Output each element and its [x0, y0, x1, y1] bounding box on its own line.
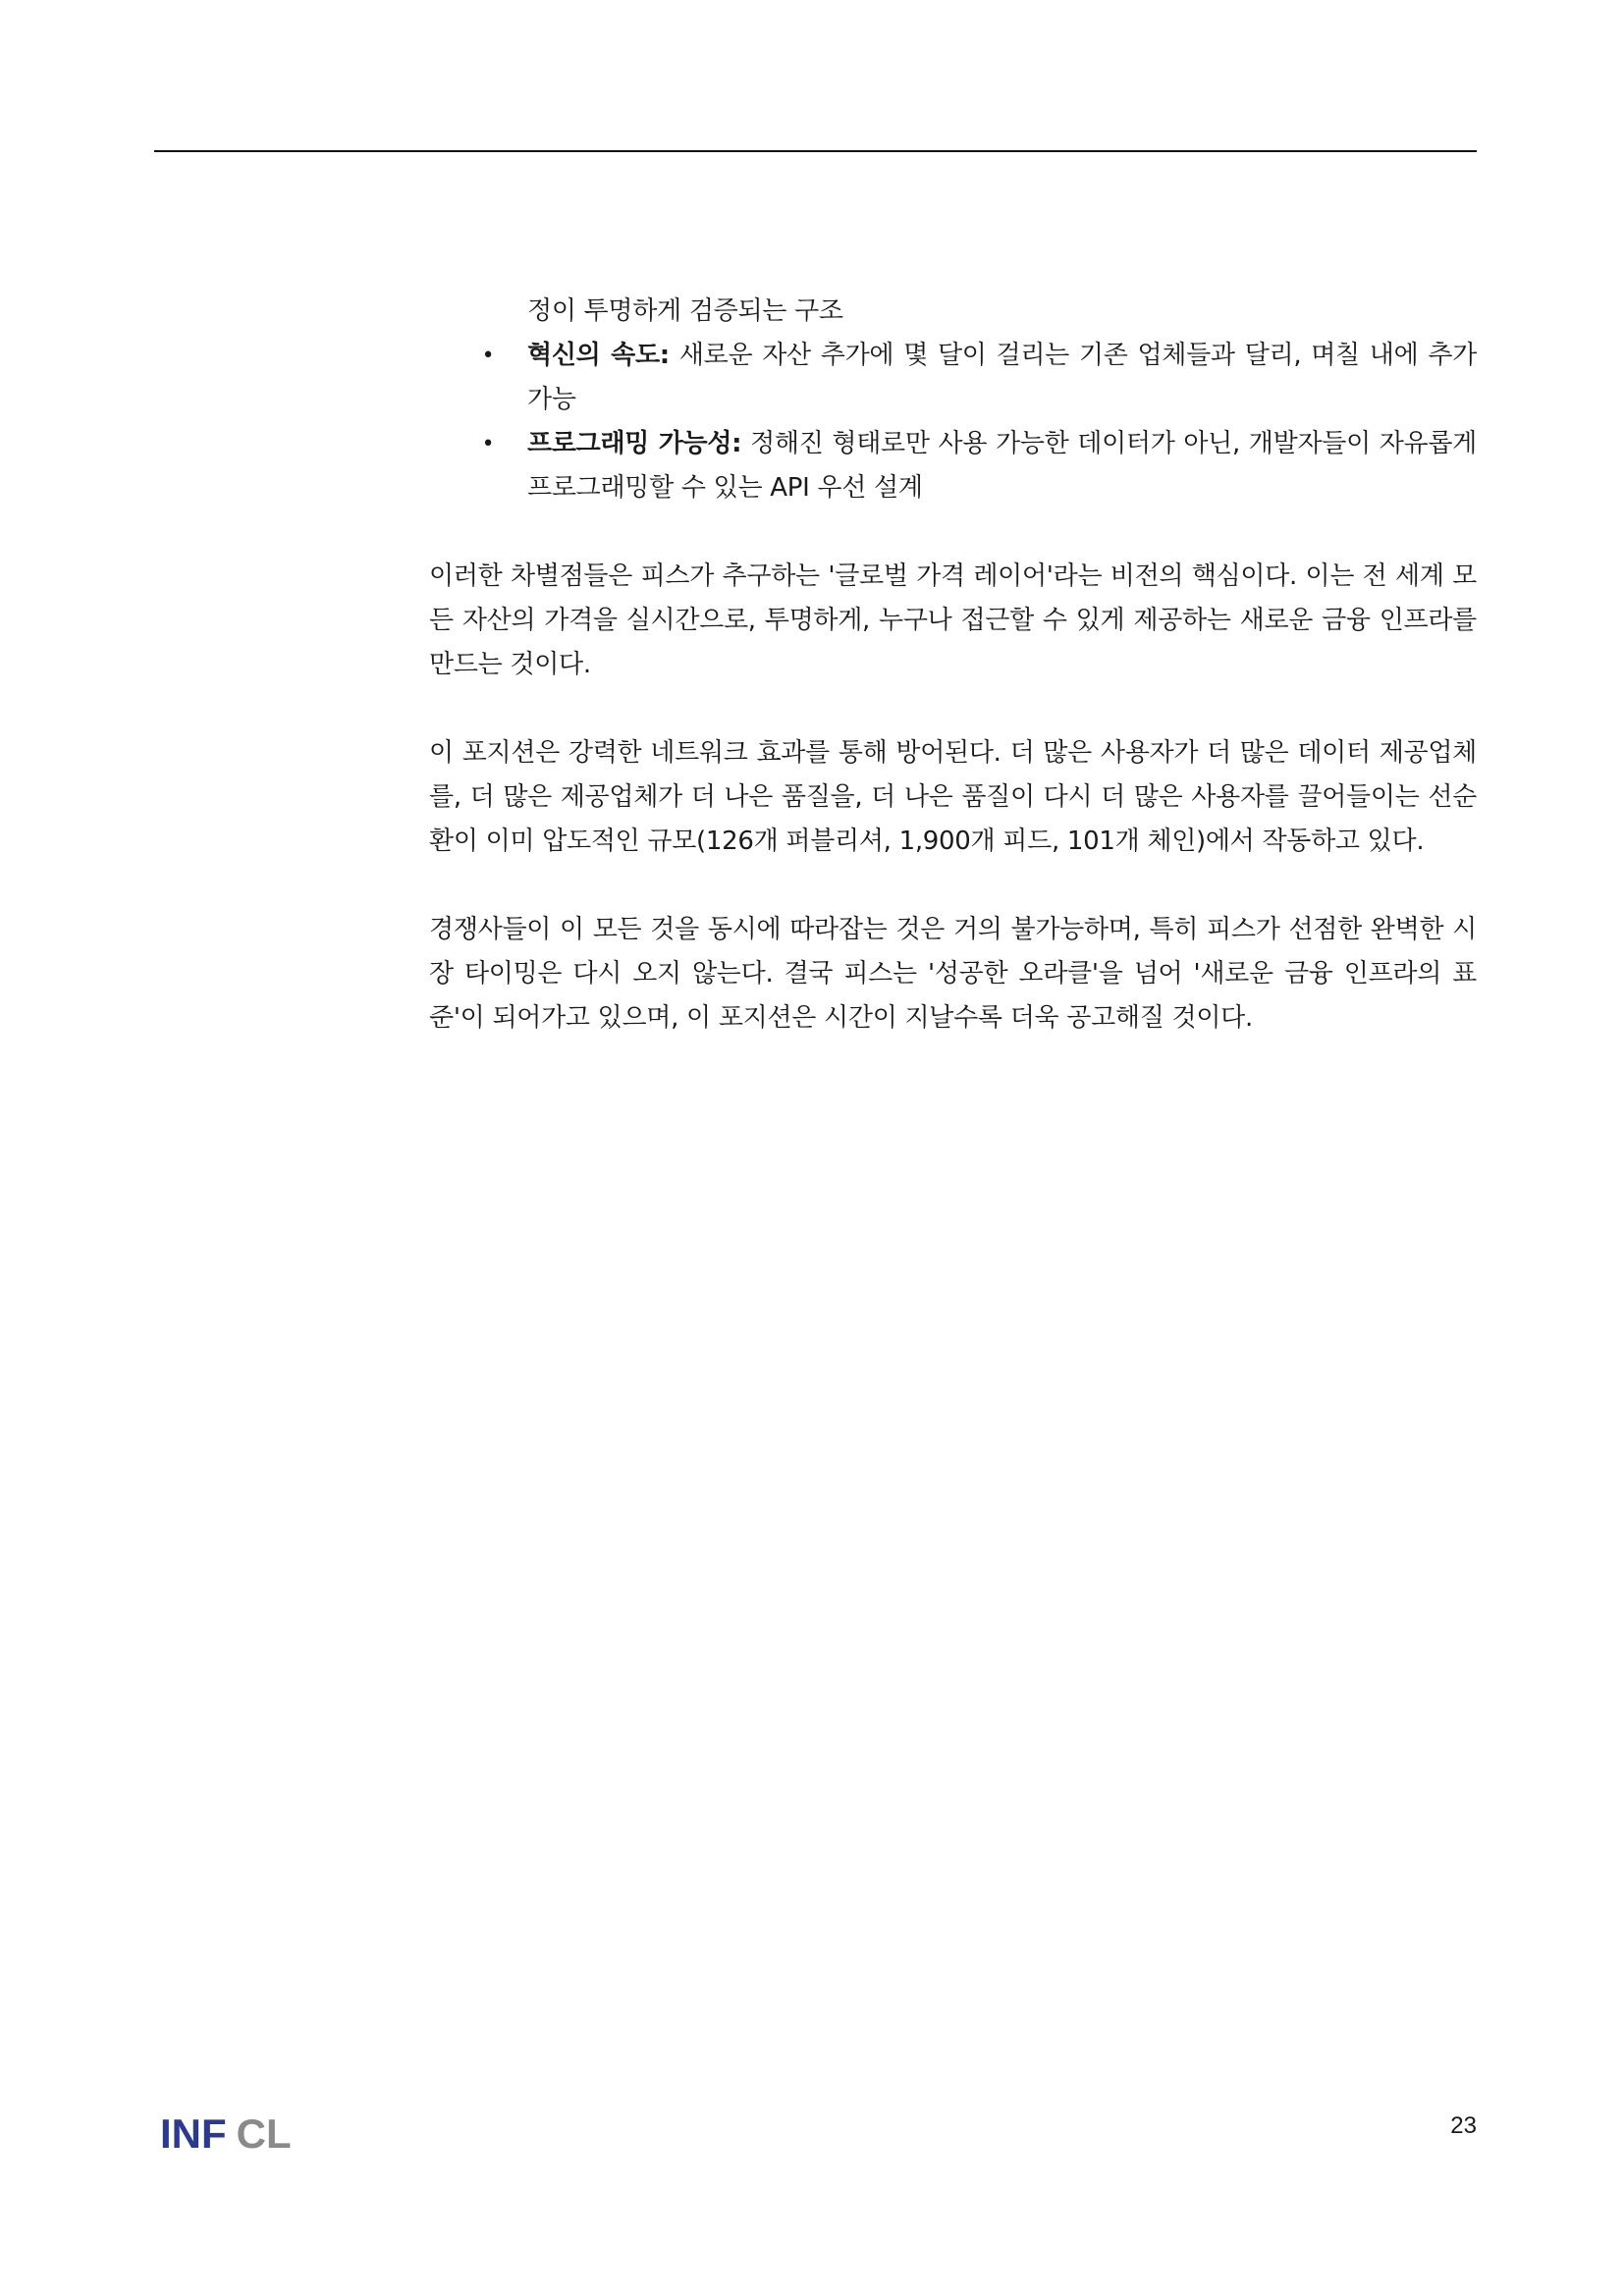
page-number: 23 [1450, 2112, 1477, 2139]
bullet-text: 새로운 자산 추가에 몇 달이 걸리는 기존 업체들과 달리, 며칠 내에 추가 가능 [527, 341, 1477, 414]
bullet-text: 정해진 형태로만 사용 가능한 데이터가 아닌, 개발자들이 자유롭게 프로그래밍할 수 있는 API 우선 설계 [527, 429, 1477, 503]
bullet-item-programmability [429, 422, 1477, 510]
header-rule [154, 150, 1477, 152]
paragraph-global-price-layer: 이러한 차별점들은 피스가 추구하는 '글로벌 가격 레이어'라는 비전의 핵심이다. 이는 전 세계 모든 자산의 가격을 실시간으로, 투명하게, 누구나 접근할 수 있게 제공하는 새로운 금융 인프라를 만드는 것이다. [429, 561, 1477, 679]
paragraph-network-effect: 이 포지션은 강력한 네트워크 효과를 통해 방어된다. 더 많은 사용자가 더 많은 데이터 제공업체를, 더 많은 제공업체가 더 나은 품질을, 더 나은 품질이 다시 더 많은 사용자를 끌어들이는 선순환이 이미 압도적인 규모(126개 퍼블리셔, 1,900개 피드, 101개 체인)에서 작동하고 있다. [429, 738, 1477, 856]
bullet-marker: • [481, 344, 495, 368]
bullet-term: 프로그래밍 가능성: [527, 429, 742, 458]
paragraph-competitive-position: 경쟁사들이 이 모든 것을 동시에 따라잡는 것은 거의 불가능하며, 특히 피스가 선점한 완벽한 시장 타이밍은 다시 오지 않는다. 결국 피스는 '성공한 오라클'을 넘어 '새로운 금융 인프라의 표준'이 되어가고 있으며, 이 포지션은 시간이 지날수록 더욱 공고해질 것이다. [429, 915, 1477, 1033]
document-body [429, 290, 1477, 1041]
bullet-term: 혁신의 속도: [527, 341, 670, 370]
logo-text-inf: INF [160, 2110, 227, 2157]
footer-logo [160, 2110, 292, 2158]
bullet-marker: • [481, 432, 495, 456]
continued-bullet-text: 정이 투명하게 검증되는 구조 [527, 296, 843, 326]
logo-text-cl: CL [236, 2110, 292, 2157]
bullet-item-innovation-speed [429, 334, 1477, 422]
bullet-list [429, 334, 1477, 510]
